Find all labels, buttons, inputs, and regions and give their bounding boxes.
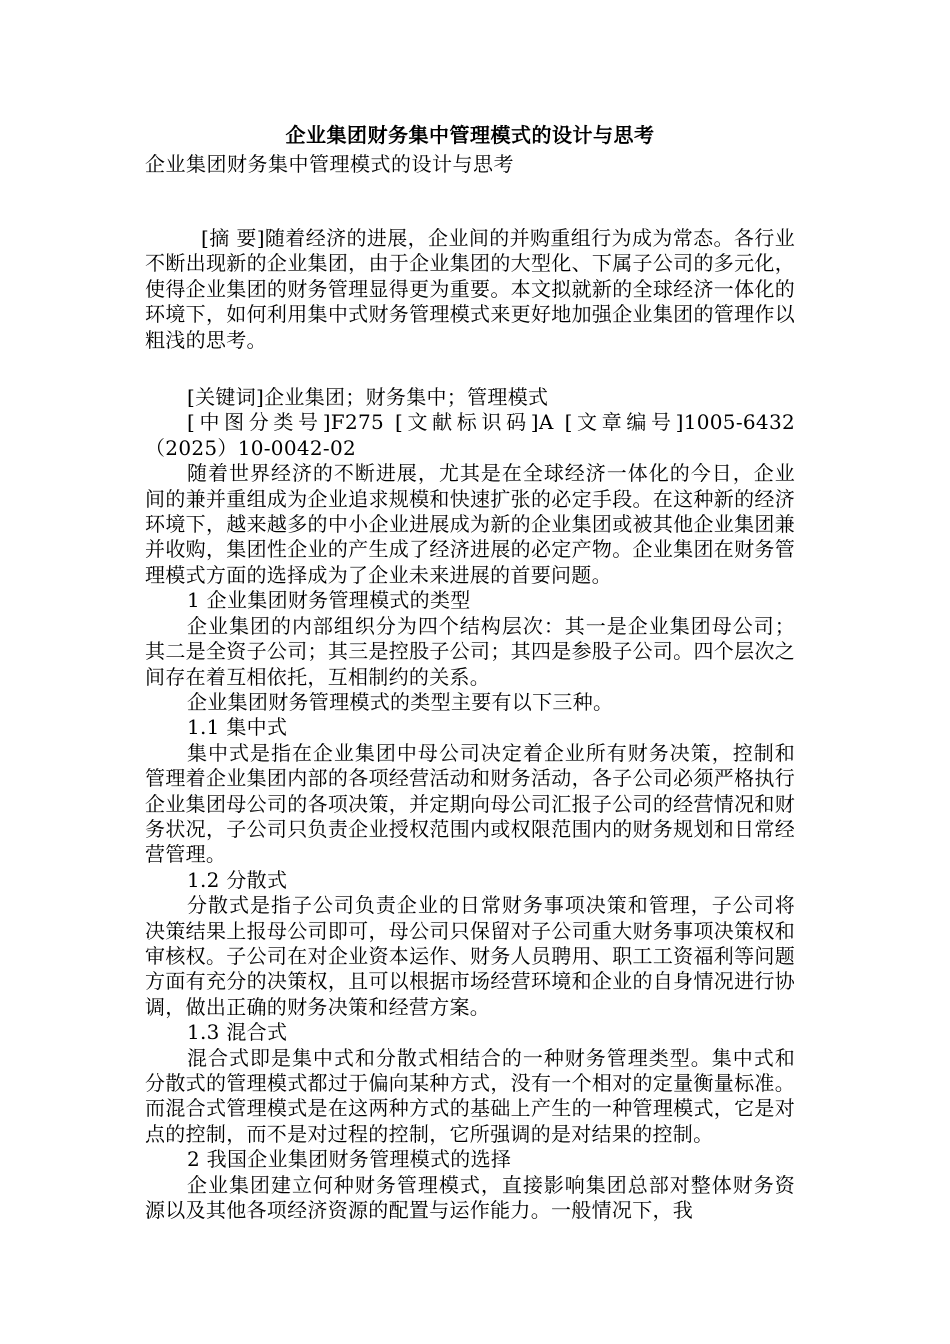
section-2-text: 企业集团建立何种财务管理模式，直接影响集团总部对整体财务资源以及其他各项经济资源的配置与运作能力。一般情况下，我	[145, 1172, 795, 1223]
section-1-3-text: 混合式即是集中式和分散式相结合的一种财务管理类型。集中式和分散式的管理模式都过于偏向某种方式，没有一个相对的定量衡量标准。而混合式管理模式是在这两种方式的基础上产生的一种管理模式，它是对点的控制，而不是对过程的控制，它所强调的是对结果的控制。	[145, 1045, 795, 1146]
intro-paragraph: 随着世界经济的不断进展，尤其是在全球经济一体化的今日，企业间的兼并重组成为企业追求规模和快速扩张的必定手段。在这种新的经济环境下，越来越多的中小企业进展成为新的企业集团或被其他企业集团兼并收购，集团性企业的产生成了经济进展的必定产物。企业集团在财务管理模式方面的选择成为了企业未来进展的首要问题。	[145, 461, 795, 587]
section-1-3-heading: 1.3 混合式	[187, 1020, 288, 1045]
section-1-paragraph-1: 企业集团的内部组织分为四个结构层次：其一是企业集团母公司；其二是全资子公司；其三是控股子公司；其四是参股子公司。四个层次之间存在着互相依托，互相制约的关系。	[145, 613, 795, 689]
section-1-1-heading: 1.1 集中式	[187, 715, 288, 740]
document-subtitle: 企业集团财务集中管理模式的设计与思考	[145, 152, 514, 176]
section-1-1-text: 集中式是指在企业集团中母公司决定着企业所有财务决策，控制和管理着企业集团内部的各项经营活动和财务活动，各子公司必须严格执行企业集团母公司的各项决策，并定期向母公司汇报子公司的经营情况和财务状况，子公司只负责企业授权范围内或权限范围内的财务规划和日常经营管理。	[145, 740, 795, 867]
document-title: 企业集团财务集中管理模式的设计与思考	[285, 123, 655, 147]
section-1-heading: 1 企业集团财务管理模式的类型	[187, 588, 471, 613]
document-page	[145, 120, 795, 1223]
section-1-2-text: 分散式是指子公司负责企业的日常财务事项决策和管理，子公司将决策结果上报母公司即可，母公司只保留对子公司重大财务事项决策权和审核权。子公司在对企业资本运作、财务人员聘用、职工工资福利等问题方面有充分的决策权，且可以根据市场经营环境和企业的自身情况进行协调，做出正确的财务决策和经营方案。	[145, 893, 795, 1019]
section-1-2-heading: 1.2 分散式	[187, 867, 288, 892]
keywords-line: [关键词]企业集团；财务集中；管理模式	[187, 385, 549, 410]
section-2-heading: 2 我国企业集团财务管理模式的选择	[187, 1147, 512, 1172]
classification-line: [中图分类号]F275 [文献标识码]A [文章编号]1005-6432（2025）10-0042-02	[145, 410, 795, 460]
section-1-paragraph-2: 企业集团财务管理模式的类型主要有以下三种。	[187, 689, 614, 714]
abstract-paragraph: [摘 要]随着经济的进展，企业间的并购重组行为成为常态。各行业不断出现新的企业集团，由于企业集团的大型化、下属子公司的多元化，使得企业集团的财务管理显得更为重要。本文拟就新的全球经济一体化的环境下，如何利用集中式财务管理模式来更好地加强企业集团的管理作以粗浅的思考。	[145, 226, 795, 352]
